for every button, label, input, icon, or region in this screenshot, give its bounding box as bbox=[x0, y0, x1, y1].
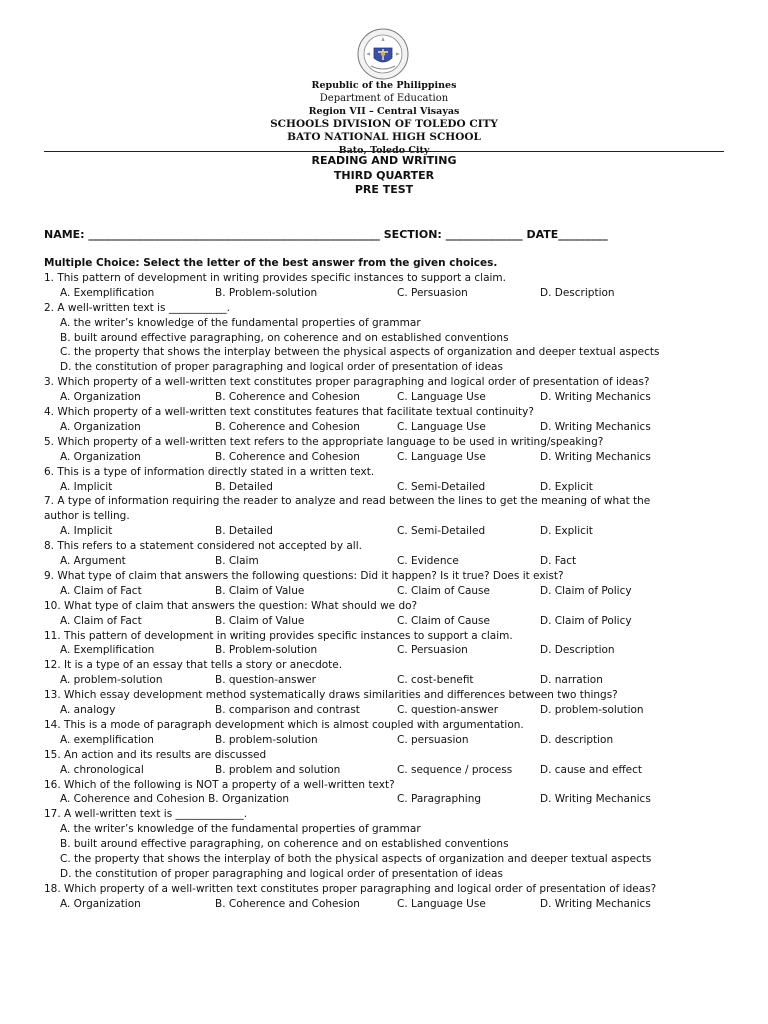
question-text: 2. A well-written text is ___________. bbox=[44, 301, 230, 314]
answer-option[interactable]: A. chronological bbox=[60, 763, 144, 776]
answer-option[interactable]: D. Writing Mechanics bbox=[540, 450, 651, 463]
deped-seal-icon bbox=[357, 28, 409, 80]
school-header bbox=[0, 79, 768, 157]
answer-option[interactable]: D. cause and effect bbox=[540, 763, 643, 776]
answer-option[interactable]: D. Claim of Policy bbox=[540, 614, 632, 627]
answer-option[interactable]: C. Evidence bbox=[397, 555, 459, 568]
question-item bbox=[44, 658, 734, 688]
answer-option[interactable]: A. Organization bbox=[60, 450, 141, 463]
answer-option[interactable]: B. Coherence and Cohesion bbox=[215, 450, 360, 463]
answer-option[interactable]: D. Description bbox=[540, 286, 615, 299]
answer-option[interactable]: A. Claim of Fact bbox=[60, 584, 142, 597]
answer-options-row bbox=[44, 897, 734, 912]
answer-option[interactable]: D. Writing Mechanics bbox=[540, 793, 651, 806]
answer-option[interactable]: A. exemplification bbox=[60, 733, 154, 746]
question-item bbox=[44, 375, 734, 405]
answer-option[interactable]: A. Coherence and Cohesion B. Organization bbox=[60, 793, 290, 806]
question-text: 9. What type of claim that answers the following questions: Did it happen? Is it true? Does it exist? bbox=[44, 569, 564, 582]
answer-option[interactable]: A. Argument bbox=[60, 555, 126, 568]
answer-choice[interactable]: B. built around effective paragraphing, on coherence and on established conventions bbox=[60, 331, 509, 344]
answer-option[interactable]: C. Language Use bbox=[397, 420, 486, 433]
question-item bbox=[44, 465, 734, 495]
answer-option[interactable]: C. sequence / process bbox=[397, 763, 513, 776]
answer-choice[interactable]: D. the constitution of proper paragraphing and logical order of presentation of ideas bbox=[60, 867, 503, 880]
answer-option[interactable]: D. problem-solution bbox=[540, 704, 644, 717]
answer-option[interactable]: B. comparison and contrast bbox=[215, 704, 360, 717]
question-text: 15. An action and its results are discussed bbox=[44, 748, 267, 761]
address-line: Bato, Toledo City bbox=[338, 145, 430, 156]
region-line: Region VII – Central Visayas bbox=[308, 106, 460, 117]
question-item bbox=[44, 718, 734, 748]
question-text: 1. This pattern of development in writing provides specific instances to support a claim. bbox=[44, 271, 506, 284]
instructions: Multiple Choice: Select the letter of the best answer from the given choices. bbox=[44, 257, 498, 269]
answer-option[interactable]: C. Claim of Cause bbox=[397, 584, 490, 597]
answer-option[interactable]: C. persuasion bbox=[397, 733, 469, 746]
answer-option[interactable]: B. Coherence and Cohesion bbox=[215, 391, 360, 404]
answer-option[interactable]: C. cost-benefit bbox=[397, 674, 474, 687]
header-divider bbox=[44, 151, 724, 152]
question-item bbox=[44, 778, 734, 808]
answer-option[interactable]: B. problem and solution bbox=[215, 763, 341, 776]
question-text: 13. Which essay development method systematically draws similarities and differences between two things? bbox=[44, 689, 618, 702]
question-text: 12. It is a type of an essay that tells a story or anecdote. bbox=[44, 659, 343, 672]
answer-option[interactable]: B. Detailed bbox=[215, 525, 273, 538]
date-field[interactable]: _________ bbox=[558, 228, 608, 241]
answer-option[interactable]: B. Claim of Value bbox=[215, 614, 305, 627]
answer-choice[interactable]: B. built around effective paragraphing, on coherence and on established conventions bbox=[60, 838, 509, 851]
student-info-row bbox=[44, 228, 744, 242]
question-item bbox=[44, 599, 734, 629]
answer-choice[interactable]: D. the constitution of proper paragraphing and logical order of presentation of ideas bbox=[60, 361, 503, 374]
answer-options-row bbox=[44, 614, 734, 629]
subject-title: READING AND WRITING bbox=[311, 154, 457, 167]
answer-options-row bbox=[44, 643, 734, 658]
answer-option[interactable]: D. Explicit bbox=[540, 480, 593, 493]
division-line: SCHOOLS DIVISION OF TOLEDO CITY bbox=[270, 118, 498, 130]
answer-options-row bbox=[44, 524, 734, 539]
question-item bbox=[44, 748, 734, 778]
answer-option[interactable]: D. Explicit bbox=[540, 525, 593, 538]
question-text: 5. Which property of a well-written text refers to the appropriate language to be used in writing/speaking? bbox=[44, 435, 604, 448]
answer-options-row bbox=[44, 420, 734, 435]
answer-option[interactable]: C. Language Use bbox=[397, 450, 486, 463]
answer-option[interactable]: C. Paragraphing bbox=[397, 793, 482, 806]
question-item bbox=[44, 807, 734, 882]
section-label: SECTION: bbox=[379, 228, 446, 241]
answer-option[interactable]: D. Writing Mechanics bbox=[540, 420, 651, 433]
question-item bbox=[44, 539, 734, 569]
answer-option[interactable]: A. Organization bbox=[60, 897, 141, 910]
answer-option[interactable]: A. Organization bbox=[60, 391, 141, 404]
answer-option[interactable]: C. Persuasion bbox=[397, 286, 468, 299]
answer-option[interactable]: D. Writing Mechanics bbox=[540, 391, 651, 404]
answer-option[interactable]: A. Organization bbox=[60, 420, 141, 433]
answer-options-row bbox=[44, 763, 734, 778]
question-text: 4. Which property of a well-written text constitutes features that facilitate textual continuity? bbox=[44, 406, 534, 419]
question-item bbox=[44, 301, 734, 376]
answer-option[interactable]: C. Claim of Cause bbox=[397, 614, 490, 627]
date-label: DATE bbox=[522, 228, 559, 241]
answer-option[interactable]: B. Problem-solution bbox=[215, 644, 318, 657]
test-title bbox=[0, 154, 768, 198]
answer-option[interactable]: D. Claim of Policy bbox=[540, 584, 632, 597]
answer-option[interactable]: C. Semi-Detailed bbox=[397, 480, 486, 493]
section-field[interactable]: ______________ bbox=[445, 228, 523, 241]
answer-options-row bbox=[44, 673, 734, 688]
questions-section bbox=[44, 256, 734, 912]
answer-options-row bbox=[44, 792, 734, 807]
department-line: Department of Education bbox=[319, 93, 449, 104]
answer-option[interactable]: A. Exemplification bbox=[60, 644, 155, 657]
question-item bbox=[44, 569, 734, 599]
answer-option[interactable]: A. Exemplification bbox=[60, 286, 155, 299]
answer-options-row bbox=[44, 480, 734, 495]
question-item bbox=[44, 405, 734, 435]
quarter-title: THIRD QUARTER bbox=[333, 168, 435, 182]
question-item bbox=[44, 882, 734, 912]
question-text: 10. What type of claim that answers the question: What should we do? bbox=[44, 599, 418, 612]
answer-choice[interactable]: C. the property that shows the interplay between the physical aspects of organization and deeper textual aspects bbox=[60, 346, 660, 359]
question-text: 8. This refers to a statement considered not accepted by all. bbox=[44, 540, 362, 553]
answer-options-row bbox=[44, 554, 734, 569]
question-item bbox=[44, 688, 734, 718]
answer-choice[interactable]: A. the writer’s knowledge of the fundamental properties of grammar bbox=[60, 823, 421, 836]
answer-options-row bbox=[44, 450, 734, 465]
question-text: 16. Which of the following is NOT a property of a well-written text? bbox=[44, 778, 395, 791]
question-text: author is telling. bbox=[44, 510, 130, 523]
answer-option[interactable]: A. Implicit bbox=[60, 525, 113, 538]
answer-option[interactable]: A. problem-solution bbox=[60, 674, 163, 687]
answer-option[interactable]: D. Writing Mechanics bbox=[540, 897, 651, 910]
answer-options-row bbox=[44, 286, 734, 301]
answer-option[interactable]: D. narration bbox=[540, 674, 603, 687]
answer-option[interactable]: A. analogy bbox=[60, 704, 116, 717]
answer-option[interactable]: C. Language Use bbox=[397, 897, 486, 910]
answer-choice[interactable]: A. the writer’s knowledge of the fundamental properties of grammar bbox=[60, 316, 421, 329]
answer-options-row bbox=[44, 733, 734, 748]
answer-option[interactable]: B. question-answer bbox=[215, 674, 316, 687]
answer-option[interactable]: A. Implicit bbox=[60, 480, 113, 493]
answer-option[interactable]: A. Claim of Fact bbox=[60, 614, 142, 627]
question-text: 6. This is a type of information directly stated in a written text. bbox=[44, 465, 375, 478]
question-text: 17. A well-written text is _____________. bbox=[44, 808, 248, 821]
answer-option[interactable]: C. Semi-Detailed bbox=[397, 525, 486, 538]
republic-line: Republic of the Philippines bbox=[311, 80, 457, 91]
answer-options-row bbox=[44, 703, 734, 718]
answer-option[interactable]: D. Description bbox=[540, 644, 615, 657]
question-text: 3. Which property of a well-written text constitutes proper paragraphing and logical order of presentation of ideas? bbox=[44, 376, 650, 389]
question-text: 7. A type of information requiring the reader to analyze and read between the lines to get the meaning of what the bbox=[44, 495, 651, 508]
answer-option[interactable]: B. Detailed bbox=[215, 480, 273, 493]
answer-option[interactable]: C. Persuasion bbox=[397, 644, 468, 657]
answer-option[interactable]: B. Coherence and Cohesion bbox=[215, 897, 360, 910]
answer-choice[interactable]: C. the property that shows the interplay of both the physical aspects of organization and deeper textual aspects bbox=[60, 853, 652, 866]
name-label: NAME: bbox=[44, 228, 89, 241]
answer-option[interactable]: B. Coherence and Cohesion bbox=[215, 420, 360, 433]
question-item bbox=[44, 629, 734, 659]
question-text: 14. This is a mode of paragraph development which is almost coupled with argumentation. bbox=[44, 718, 524, 731]
answer-option[interactable]: C. Language Use bbox=[397, 391, 486, 404]
question-text: 18. Which property of a well-written text constitutes proper paragraphing and logical order of presentation of ideas? bbox=[44, 882, 657, 895]
answer-option[interactable]: D. Fact bbox=[540, 555, 577, 568]
question-text: 11. This pattern of development in writing provides specific instances to support a claim. bbox=[44, 629, 513, 642]
answer-option[interactable]: B. Claim bbox=[215, 555, 259, 568]
answer-option[interactable]: B. problem-solution bbox=[215, 733, 318, 746]
answer-option[interactable]: B. Claim of Value bbox=[215, 584, 305, 597]
question-item bbox=[44, 494, 734, 539]
school-line: BATO NATIONAL HIGH SCHOOL bbox=[287, 131, 481, 143]
answer-options-row bbox=[44, 390, 734, 405]
name-field[interactable]: _____________________________________________________ bbox=[88, 228, 380, 241]
test-type-title: PRE TEST bbox=[354, 183, 414, 196]
answer-option[interactable]: D. description bbox=[540, 733, 614, 746]
answer-option[interactable]: B. Problem-solution bbox=[215, 286, 318, 299]
answer-option[interactable]: C. question-answer bbox=[397, 704, 499, 717]
question-item bbox=[44, 435, 734, 465]
answer-options-row bbox=[44, 584, 734, 599]
question-item bbox=[44, 271, 734, 301]
